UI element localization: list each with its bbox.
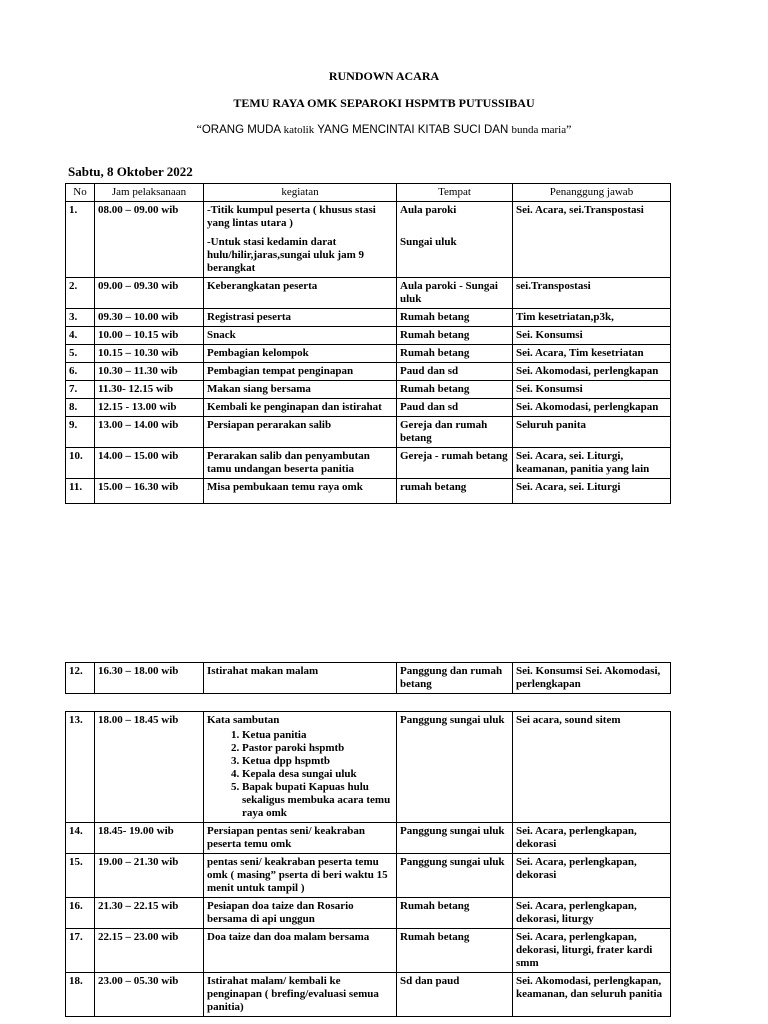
- cell-jam: 11.30- 12.15 wib: [95, 381, 204, 399]
- document-title: RUNDOWN ACARA: [328, 69, 440, 83]
- cell-penanggung-jawab: Sei. Acara, perlengkapan, dekorasi, liturgy: [513, 898, 671, 929]
- table-row: [66, 399, 671, 417]
- list-item: 5. Bapak bupati Kapuas hulu sekaligus membuka acara temu raya omk: [242, 781, 393, 820]
- schedule-table: [65, 183, 671, 504]
- cell-kegiatan: Persiapan pentas seni/ keakraban peserta temu omk: [204, 823, 397, 854]
- table-row: [66, 823, 671, 854]
- cell-kegiatan-line: -Untuk stasi kedamin darat hulu/hilir,jaras,sungai uluk jam 9 berangkat: [207, 236, 365, 274]
- table-row: [66, 309, 671, 327]
- cell-penanggung-jawab: Sei. Acara, sei. Liturgi: [513, 479, 671, 504]
- cell-penanggung-jawab: Sei. Acara, sei.Transpostasi: [513, 202, 671, 278]
- cell-tempat: Panggung sungai uluk: [397, 712, 513, 823]
- column-header-jam: Jam pelaksanaan: [95, 184, 204, 202]
- cell-kegiatan: Registrasi peserta: [204, 309, 397, 327]
- list-item: 3. Ketua dpp hspmtb: [242, 755, 393, 768]
- cell-no: 9.: [66, 417, 95, 448]
- cell-no: 3.: [66, 309, 95, 327]
- cell-no: 17.: [66, 929, 95, 973]
- column-header-penanggung-jawab: Penanggung jawab: [513, 184, 671, 202]
- table-row: [66, 854, 671, 898]
- cell-tempat: Gereja - rumah betang: [397, 448, 513, 479]
- cell-penanggung-jawab: Sei. Acara, Tim kesetriatan: [513, 345, 671, 363]
- cell-penanggung-jawab: Seluruh panita: [513, 417, 671, 448]
- cell-tempat-line: Sungai uluk: [400, 236, 457, 248]
- cell-kegiatan: Perarakan salib dan penyambutan tamu undangan beserta panitia: [204, 448, 397, 479]
- schedule-table-evening: [65, 711, 671, 1017]
- cell-tempat: Sd dan paud: [397, 973, 513, 1017]
- cell-no: 8.: [66, 399, 95, 417]
- cell-kegiatan: [204, 712, 397, 823]
- cell-jam: 10.30 – 11.30 wib: [95, 363, 204, 381]
- table-row: [66, 663, 671, 694]
- cell-jam: 16.30 – 18.00 wib: [95, 663, 204, 694]
- cell-jam: 09.30 – 10.00 wib: [95, 309, 204, 327]
- cell-penanggung-jawab: Sei. Acara, perlengkapan, dekorasi: [513, 854, 671, 898]
- document-subtitle: TEMU RAYA OMK SEPAROKI HSPMTB PUTUSSIBAU: [233, 96, 535, 110]
- cell-jam: 14.00 – 15.00 wib: [95, 448, 204, 479]
- cell-jam: 23.00 – 05.30 wib: [95, 973, 204, 1017]
- cell-jam: 21.30 – 22.15 wib: [95, 898, 204, 929]
- cell-penanggung-jawab: Sei. Acara, sei. Liturgi, keamanan, panitia yang lain: [513, 448, 671, 479]
- column-header-tempat: Tempat: [397, 184, 513, 202]
- cell-kegiatan: Makan siang bersama: [204, 381, 397, 399]
- cell-kegiatan-line: -Titik kumpul peserta ( khusus stasi yang lintas utara ): [207, 204, 376, 229]
- cell-jam: 22.15 – 23.00 wib: [95, 929, 204, 973]
- cell-no: 11.: [66, 479, 95, 504]
- cell-kegiatan: Doa taize dan doa malam bersama: [204, 929, 397, 973]
- cell-jam: 10.15 – 10.30 wib: [95, 345, 204, 363]
- cell-tempat: Aula paroki - Sungai uluk: [397, 278, 513, 309]
- table-row: [66, 712, 671, 823]
- column-header-kegiatan: kegiatan: [204, 184, 397, 202]
- cell-kegiatan: Pesiapan doa taize dan Rosario bersama di api unggun: [204, 898, 397, 929]
- cell-kegiatan: Snack: [204, 327, 397, 345]
- cell-kegiatan: Istirahat makan malam: [204, 663, 397, 694]
- cell-tempat: rumah betang: [397, 479, 513, 504]
- cell-tempat: Rumah betang: [397, 345, 513, 363]
- cell-penanggung-jawab: Sei acara, sound sitem: [513, 712, 671, 823]
- cell-no: 4.: [66, 327, 95, 345]
- cell-no: 18.: [66, 973, 95, 1017]
- table-row: [66, 898, 671, 929]
- schedule-date: Sabtu, 8 Oktober 2022: [68, 164, 193, 179]
- table-row: [66, 417, 671, 448]
- cell-tempat: Panggung dan rumah betang: [397, 663, 513, 694]
- cell-penanggung-jawab: Sei. Konsumsi: [513, 327, 671, 345]
- cell-kegiatan: Misa pembukaan temu raya omk: [204, 479, 397, 504]
- list-item: 4. Kepala desa sungai uluk: [242, 768, 393, 781]
- cell-jam: 10.00 – 10.15 wib: [95, 327, 204, 345]
- cell-kegiatan-line: Kata sambutan: [207, 714, 280, 726]
- cell-penanggung-jawab: Sei. Akomodasi, perlengkapan, keamanan, dan seluruh panitia: [513, 973, 671, 1017]
- cell-penanggung-jawab: Sei. Konsumsi: [513, 381, 671, 399]
- cell-no: 2.: [66, 278, 95, 309]
- table-row: [66, 327, 671, 345]
- cell-penanggung-jawab: Sei. Acara, perlengkapan, dekorasi: [513, 823, 671, 854]
- cell-tempat: Paud dan sd: [397, 399, 513, 417]
- cell-penanggung-jawab: Sei. Akomodasi, perlengkapan: [513, 399, 671, 417]
- table-row: [66, 479, 671, 504]
- list-item: 1. Ketua panitia: [242, 729, 393, 742]
- cell-kegiatan: Persiapan perarakan salib: [204, 417, 397, 448]
- speaker-list: [207, 729, 393, 820]
- cell-jam: 08.00 – 09.00 wib: [95, 202, 204, 278]
- cell-jam: 09.00 – 09.30 wib: [95, 278, 204, 309]
- cell-penanggung-jawab: Tim kesetriatan,p3k,: [513, 309, 671, 327]
- cell-penanggung-jawab: sei.Transpostasi: [513, 278, 671, 309]
- cell-jam: 15.00 – 16.30 wib: [95, 479, 204, 504]
- cell-kegiatan: Keberangkatan peserta: [204, 278, 397, 309]
- table-header-row: [66, 184, 671, 202]
- cell-jam: 18.00 – 18.45 wib: [95, 712, 204, 823]
- cell-tempat: Rumah betang: [397, 929, 513, 973]
- cell-tempat: Panggung sungai uluk: [397, 823, 513, 854]
- table-row: [66, 345, 671, 363]
- cell-tempat: Paud dan sd: [397, 363, 513, 381]
- schedule-table-continued: [65, 662, 671, 694]
- cell-kegiatan: pentas seni/ keakraban peserta temu omk ( masing” pserta di beri waktu 15 menit untuk tampil ): [204, 854, 397, 898]
- cell-tempat: Rumah betang: [397, 381, 513, 399]
- cell-tempat: Rumah betang: [397, 327, 513, 345]
- cell-no: 10.: [66, 448, 95, 479]
- table-row: [66, 381, 671, 399]
- table-row: [66, 202, 671, 278]
- table-row: [66, 278, 671, 309]
- column-header-no: No: [66, 184, 95, 202]
- cell-no: 16.: [66, 898, 95, 929]
- cell-no: 14.: [66, 823, 95, 854]
- table-row: [66, 363, 671, 381]
- cell-tempat: Panggung sungai uluk: [397, 854, 513, 898]
- cell-no: 12.: [66, 663, 95, 694]
- cell-kegiatan: [204, 202, 397, 278]
- cell-no: 1.: [66, 202, 95, 278]
- cell-no: 13.: [66, 712, 95, 823]
- cell-no: 6.: [66, 363, 95, 381]
- cell-kegiatan: Kembali ke penginapan dan istirahat: [204, 399, 397, 417]
- cell-no: 15.: [66, 854, 95, 898]
- cell-tempat-line: Aula paroki: [400, 204, 457, 216]
- cell-kegiatan: Pembagian kelompok: [204, 345, 397, 363]
- table-row: [66, 929, 671, 973]
- list-item: 2. Pastor paroki hspmtb: [242, 742, 393, 755]
- cell-no: 7.: [66, 381, 95, 399]
- cell-kegiatan: Pembagian tempat penginapan: [204, 363, 397, 381]
- table-row: [66, 973, 671, 1017]
- table-row: [66, 448, 671, 479]
- event-theme: “ORANG MUDA katolik YANG MENCINTAI KITAB SUCI DAN bunda maria”: [196, 122, 572, 136]
- cell-jam: 13.00 – 14.00 wib: [95, 417, 204, 448]
- cell-jam: 18.45- 19.00 wib: [95, 823, 204, 854]
- cell-tempat: Gereja dan rumah betang: [397, 417, 513, 448]
- cell-tempat: [397, 202, 513, 278]
- cell-tempat: Rumah betang: [397, 898, 513, 929]
- cell-jam: 12.15 - 13.00 wib: [95, 399, 204, 417]
- cell-penanggung-jawab: Sei. Konsumsi Sei. Akomodasi, perlengkapan: [513, 663, 671, 694]
- cell-tempat: Rumah betang: [397, 309, 513, 327]
- cell-penanggung-jawab: Sei. Akomodasi, perlengkapan: [513, 363, 671, 381]
- cell-kegiatan: Istirahat malam/ kembali ke penginapan ( brefing/evaluasi semua panitia): [204, 973, 397, 1017]
- cell-jam: 19.00 – 21.30 wib: [95, 854, 204, 898]
- cell-penanggung-jawab: Sei. Acara, perlengkapan, dekorasi, liturgi, frater kardi smm: [513, 929, 671, 973]
- cell-no: 5.: [66, 345, 95, 363]
